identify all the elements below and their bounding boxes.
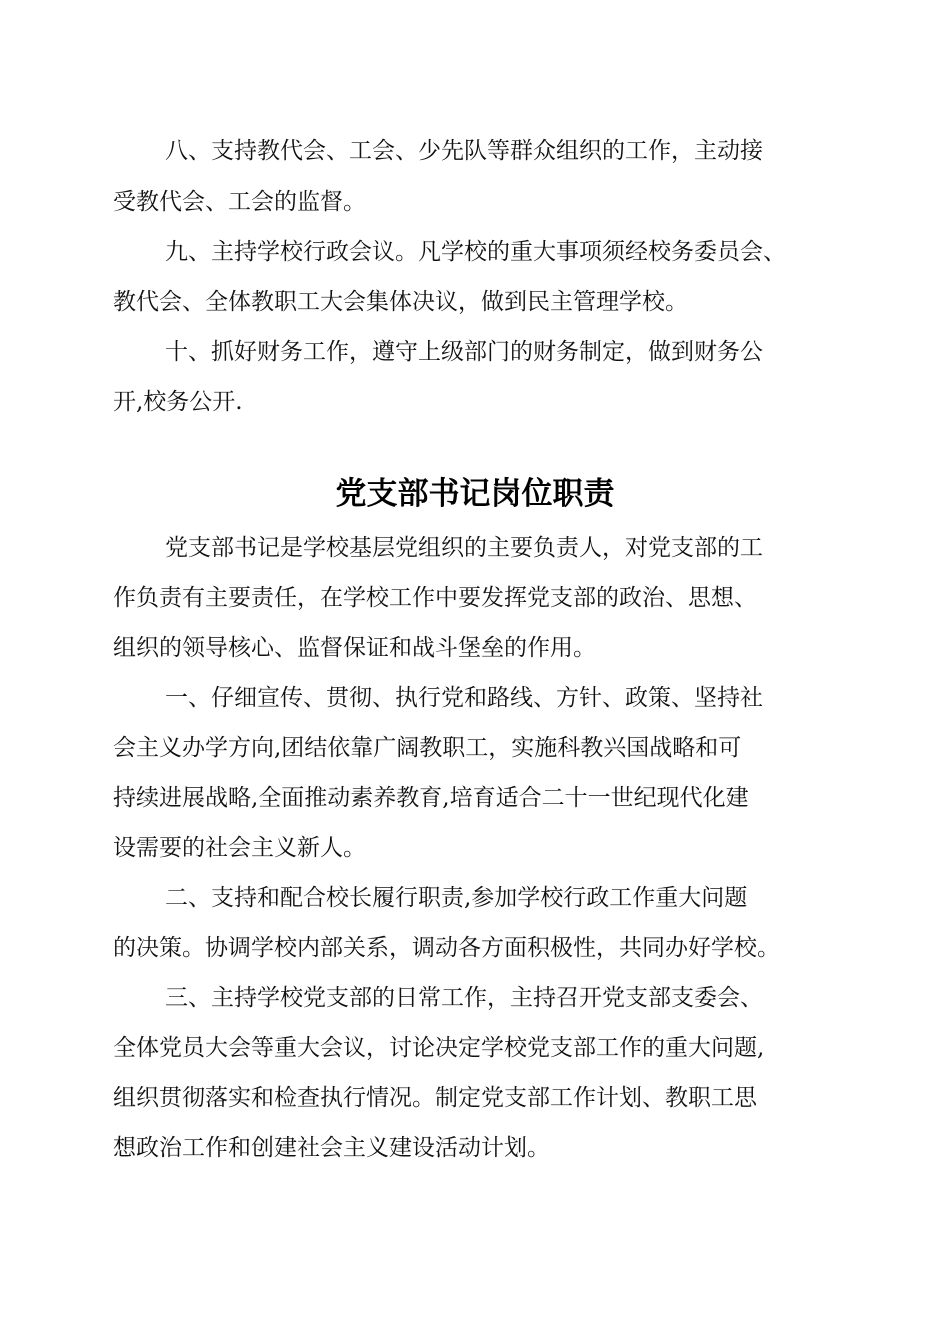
paragraph-line: 八、支持教代会、工会、少先队等群众组织的工作，主动接: [165, 138, 763, 164]
paragraph-line: 组织的领导核心、监督保证和战斗堡垒的作用。: [113, 635, 596, 661]
paragraph-line: 设需要的社会主义新人。: [113, 835, 366, 861]
paragraph-line: 开,校务公开.: [113, 389, 243, 415]
paragraph-line: 党支部书记是学校基层党组织的主要负责人，对党支部的工: [165, 535, 763, 561]
section-title: 党支部书记岗位职责: [335, 476, 615, 512]
paragraph-line: 三、主持学校党支部的日常工作，主持召开党支部支委会、: [165, 985, 763, 1011]
paragraph-line: 持续进展战略,全面推动素养教育,培育适合二十一世纪现代化建: [113, 785, 749, 811]
paragraph-line: 二、支持和配合校长履行职责,参加学校行政工作重大问题: [165, 885, 748, 911]
paragraph-line: 作负责有主要责任，在学校工作中要发挥党支部的政治、思想、: [113, 585, 757, 611]
paragraph-line: 九、主持学校行政会议。凡学校的重大事项须经校务委员会、: [165, 239, 786, 265]
paragraph-line: 受教代会、工会的监督。: [113, 189, 366, 215]
paragraph-line: 教代会、全体教职工大会集体决议，做到民主管理学校。: [113, 289, 688, 315]
paragraph-line: 想政治工作和创建社会主义建设活动计划。: [113, 1135, 550, 1161]
paragraph-line: 的决策。协调学校内部关系，调动各方面积极性，共同办好学校。: [113, 935, 780, 961]
paragraph-line: 全体党员大会等重大会议，讨论决定学校党支部工作的重大问题,: [113, 1035, 765, 1061]
paragraph-line: 组织贯彻落实和检查执行情况。制定党支部工作计划、教职工思: [113, 1085, 757, 1111]
paragraph-line: 会主义办学方向,团结依靠广阔教职工，实施科教兴国战略和可: [113, 735, 742, 761]
paragraph-line: 十、抓好财务工作，遵守上级部门的财务制定，做到财务公: [165, 339, 763, 365]
paragraph-line: 一、仔细宣传、贯彻、执行党和路线、方针、政策、坚持社: [165, 685, 763, 711]
